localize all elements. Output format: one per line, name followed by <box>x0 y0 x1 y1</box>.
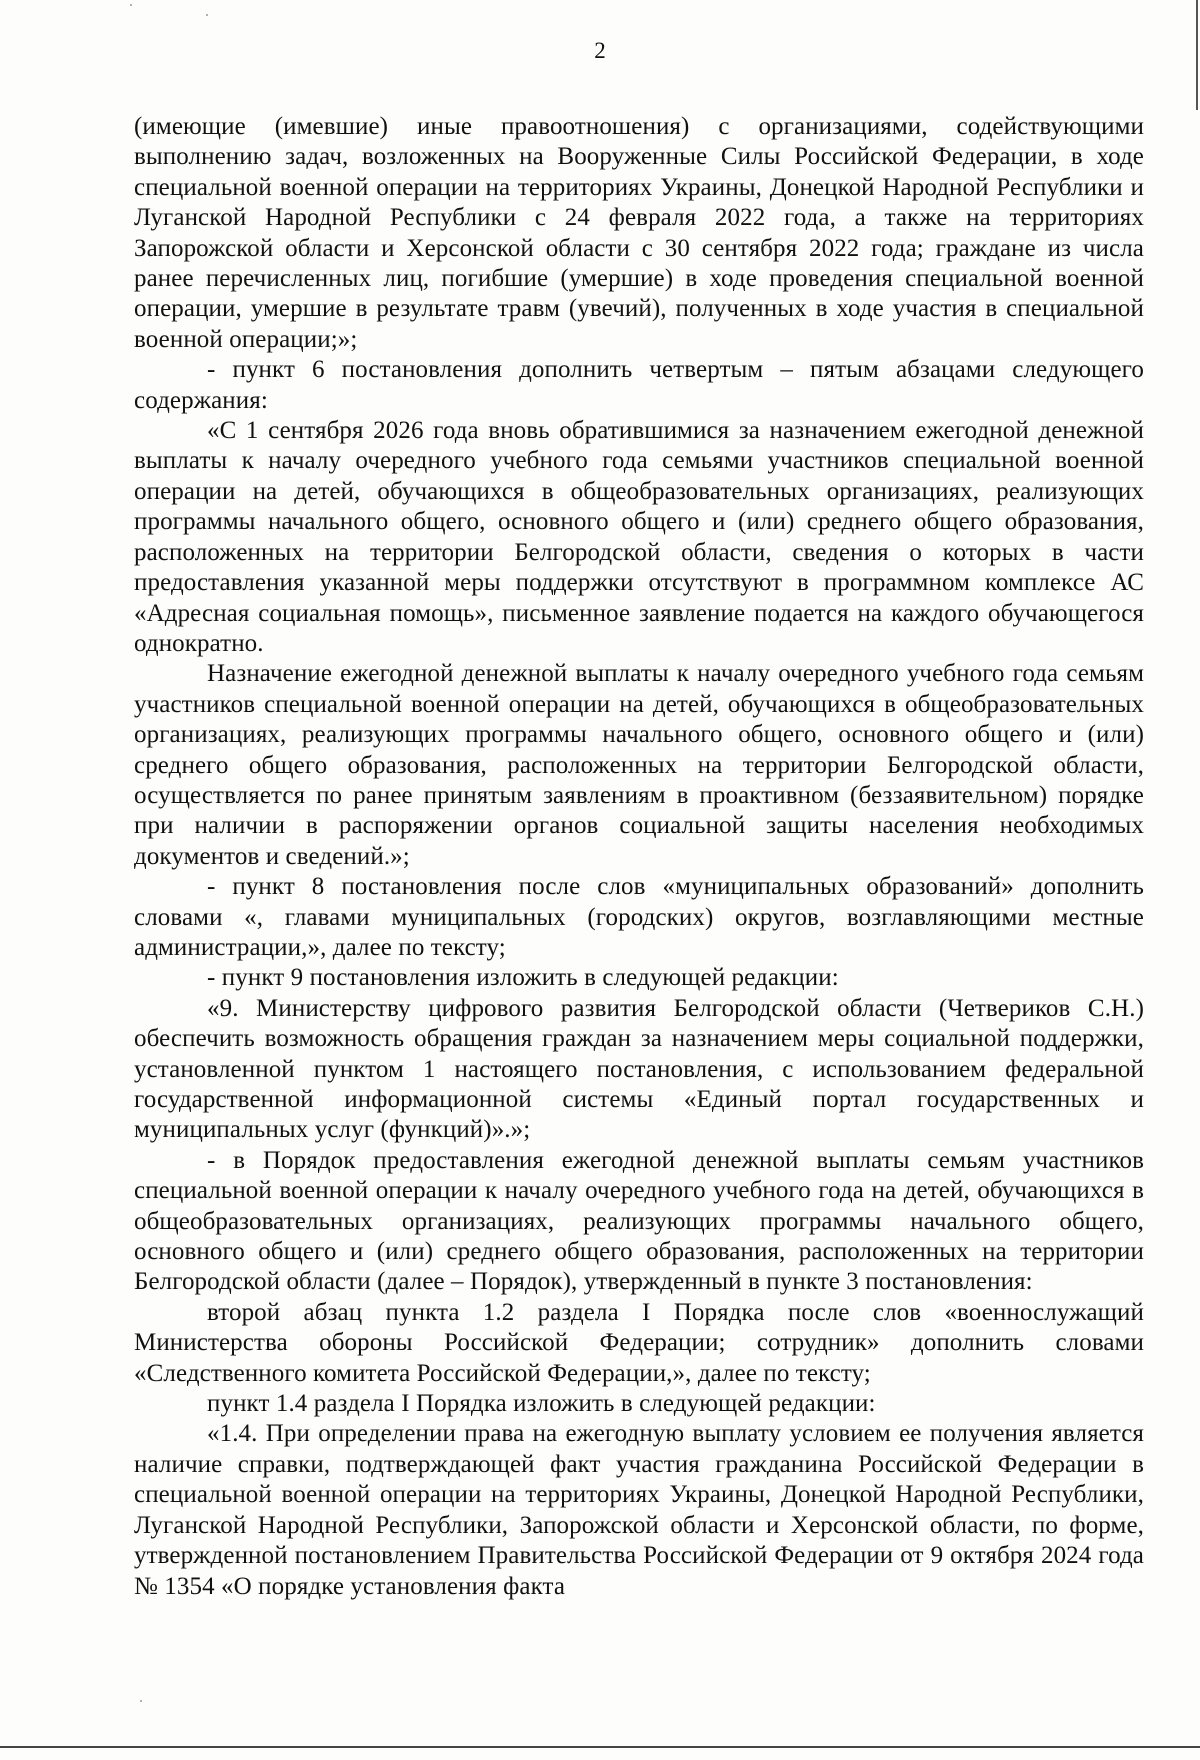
page-number: 2 <box>594 38 606 63</box>
paragraph: «9. Министерству цифрового развития Белгородской области (Четвериков С.Н.) обеспечить возможность обращения граждан за назначением меры социальной поддержки, установленной пунктом 1 настоящего постановления, с использованием федеральной государственной информационной системы «Единый портал государственных и муниципальных услуг (функций)».»; <box>134 994 1144 1144</box>
paragraph: «1.4. При определении права на ежегодную выплату условием ее получения является наличие справки, подтверждающей факт участия гражданина Российской Федерации в специальной военной операции на территориях Украины, Донецкой Народной Республики, Луганской Народной Республики, Запорожской области и Херсонской области, по форме, утвержденной постановлением Правительства Российской Федерации от 9 октября 2024 года № 1354 «О порядке установления факта <box>134 1420 1144 1600</box>
scan-speck <box>206 14 208 16</box>
paragraph: - пункт 6 постановления дополнить четвертым – пятым абзацами следующего содержания: <box>134 356 1144 414</box>
paragraph: - в Порядок предоставления ежегодной денежной выплаты семьям участников специальной военной операции к началу очередного учебного года на детей, обучающихся в общеобразовательных организациях, реализующих программы начального общего, основного общего и (или) среднего общего образования, расположенных на территории Белгородской области (далее – Порядок), утвержденный в пункте 3 постановления: <box>134 1146 1144 1296</box>
scan-speck <box>130 4 132 6</box>
paragraph: пункт 1.4 раздела I Порядка изложить в следующей редакции: <box>207 1390 876 1418</box>
paragraph: - пункт 8 постановления после слов «муниципальных образований» дополнить словами «, главами муниципальных (городских) округов, возглавляющими местные администрации,», далее по тексту; <box>134 873 1144 961</box>
paragraph: «С 1 сентября 2026 года вновь обратившимися за назначением ежегодной денежной выплаты к началу очередного учебного года семьями участников специальной военной операции на детей, обучающихся в общеобразовательных организациях, реализующих программы начального общего, основного общего и (или) среднего общего образования, расположенных на территории Белгородской области, сведения о которых в части предоставления указанной меры поддержки отсутствуют в программном комплексе АС «Адресная социальная помощь», письменное заявление подается на каждого обучающегося однократно. <box>134 417 1144 657</box>
paragraph: (имеющие (имевшие) иные правоотношения) с организациями, содействующими выполнению задач, возложенных на Вооруженные Силы Российской Федерации, в ходе специальной военной операции на территориях Украины, Донецкой Народной Республики и Луганской Народной Республики с 24 февраля 2022 года, а также на территориях Запорожской области и Херсонской области с 30 сентября 2022 года; граждане из числа ранее перечисленных лиц, погибшие (умершие) в ходе проведения специальной военной операции, умершие в результате травм (увечий), полученных в ходе участия в специальной военной операции;»; <box>134 113 1144 353</box>
scan-bottom-line <box>0 1746 1200 1748</box>
document-body <box>134 112 1144 1602</box>
paragraph: Назначение ежегодной денежной выплаты к началу очередного учебного года семьям участников специальной военной операции на детей, обучающихся в общеобразовательных организациях, реализующих программы начального общего, основного общего и (или) среднего общего образования, расположенных на территории Белгородской области, осуществляется по ранее принятым заявлениям в проактивном (беззаявительном) порядке при наличии в распоряжении органов социальной защиты населения необходимых документов и сведений.»; <box>134 660 1144 870</box>
paragraph: - пункт 9 постановления изложить в следующей редакции: <box>207 964 839 992</box>
scan-speck <box>140 1700 142 1702</box>
paragraph: второй абзац пункта 1.2 раздела I Порядка после слов «военнослужащий Министерства обороны Российской Федерации; сотрудник» дополнить словами «Следственного комитета Российской Федерации,», далее по тексту; <box>134 1298 1144 1387</box>
